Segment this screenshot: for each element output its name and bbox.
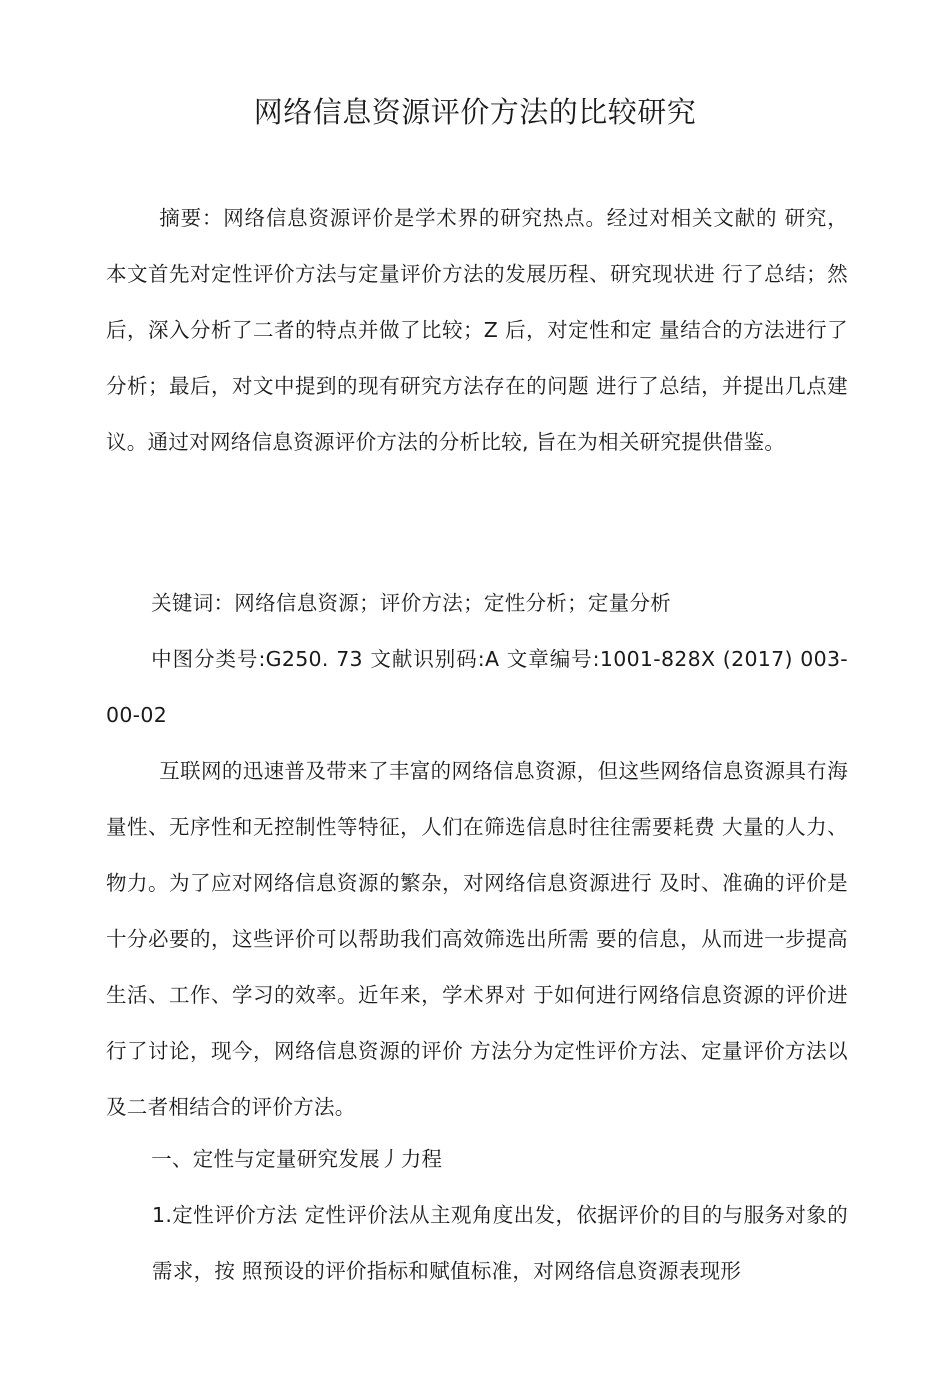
section-heading: 一、定性与定量研究发展丿力程 bbox=[151, 1147, 443, 1171]
intro-paragraph: 互联网的迅速普及带来了丰富的网络信息资源，但这些网络信息资源具冇海量性、无序性和无控制性等特征，人们在筛选信息时往往需要耗费 大量的人力、物力。为了应对网络信息资源的繁杂，对网络信息资源进行 及时、准确的评价是十分必要的，这些评价可以帮助我们高效筛选出所需 要的信息，从而进一步提高生活、工作、学习的效率。近年来，学术界对 于如何进行网络信息资源的评价进行了讨论，现今，网络信息资源的评价 方法分为定性评价方法、定量评价方法以及二者相结合的评价方法。 bbox=[106, 759, 848, 1119]
classification-line: 中图分类号:G250. 73 文献识别码:A 文章编号:1001-828X (2017) 003-00-02 bbox=[106, 647, 848, 727]
keywords-line: 关键词：网络信息资源；评价方法；定性分析；定量分析 bbox=[151, 591, 672, 615]
document-title: 网络信息资源评价方法的比较研究 bbox=[253, 95, 697, 129]
subsection-paragraph: 1.定性评价方法 定性评价法从主观角度出发，依据评价的目的与服务对象的需求，按 照预设的评价指标和赋值标准，对网络信息资源表现形 bbox=[152, 1203, 848, 1283]
abstract-paragraph: 摘要：网络信息资源评价是学术界的研究热点。经过对相关文献的 研究，本文首先对定性评价方法与定量评价方法的发展历程、研究现状进 行了总结；然后，深入分析了二者的特点并做了比较；Z 后，对定性和定 量结合的方法进行了分析；最后，对文中提到的现有研究方法存在的问题 进行了总结，并提出几点建议。通过对网络信息资源评价方法的分析比较, 旨在为相关研究提供借鉴。 bbox=[106, 206, 848, 454]
